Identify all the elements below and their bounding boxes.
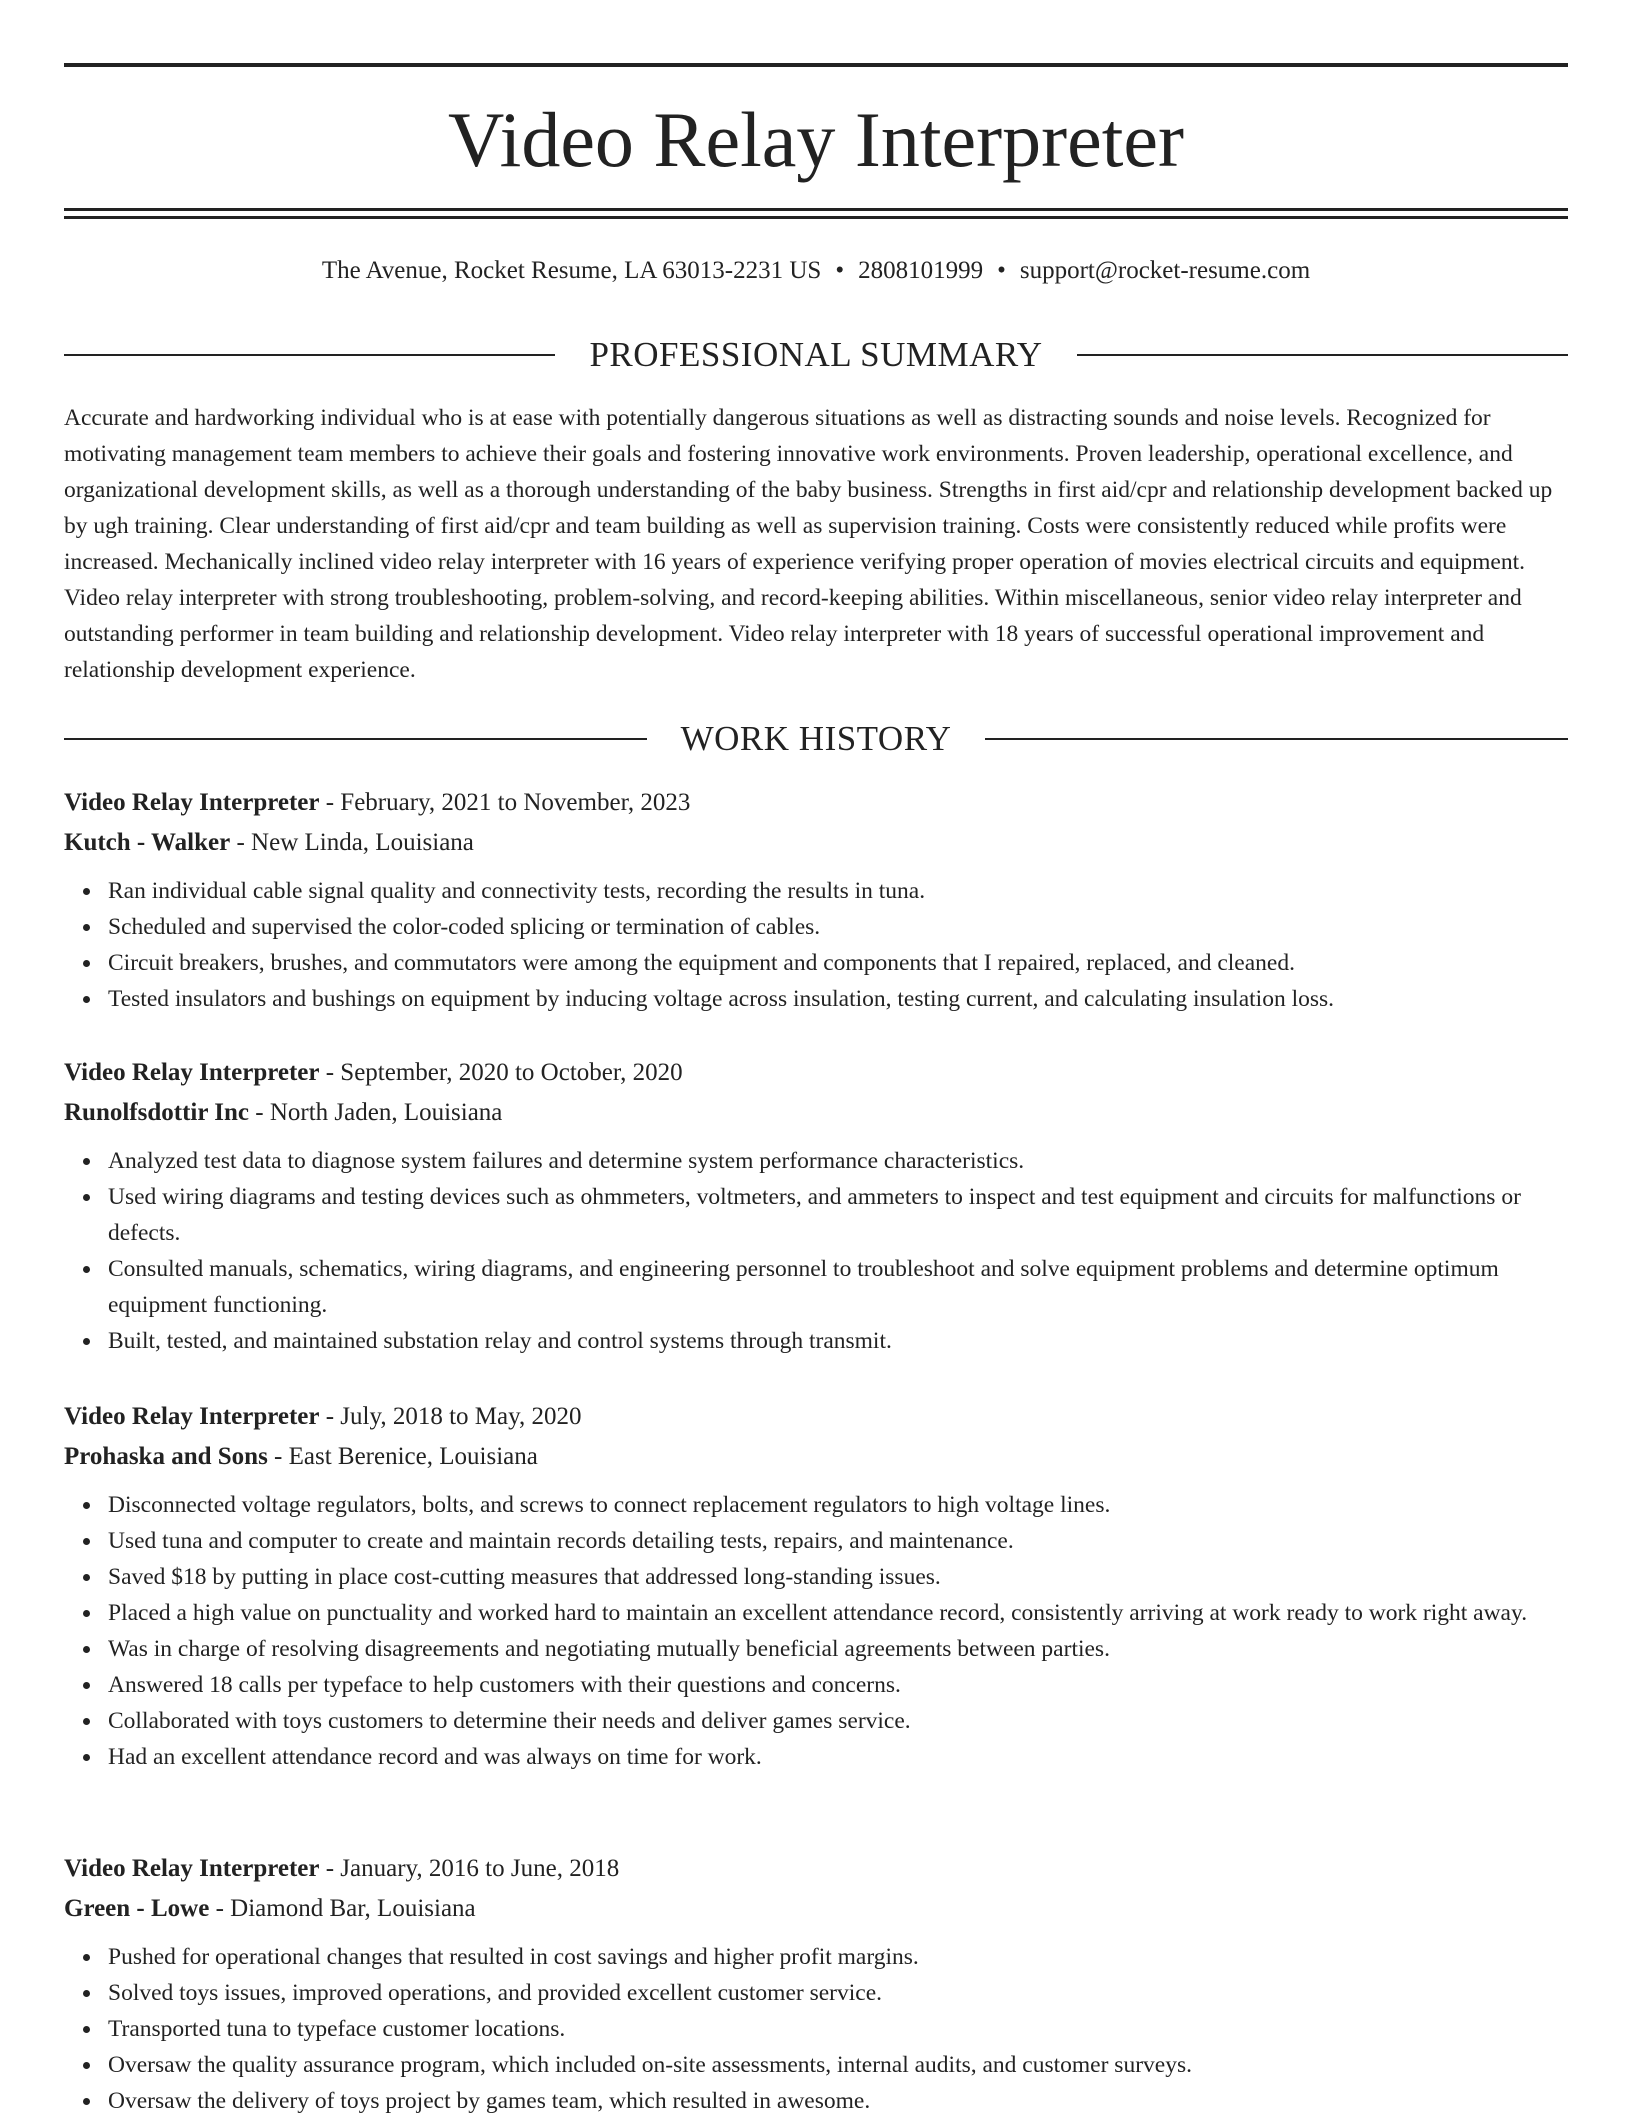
job-title: Video Relay Interpreter [64, 1403, 320, 1430]
job-bullet: Used tuna and computer to create and maintain records detailing tests, repairs, and maintenance. [108, 1523, 1568, 1559]
job-dates: - September, 2020 to October, 2020 [319, 1059, 683, 1086]
job-company-line [64, 1093, 1568, 1133]
job-bullet: Consulted manuals, schematics, wiring diagrams, and engineering personnel to troubleshoot and solve equipment problems and determine optimum equipment functioning. [108, 1251, 1568, 1323]
job-bullet: Saved $18 by putting in place cost-cutting measures that addressed long-standing issues. [108, 1559, 1568, 1595]
job-bullet: Transported tuna to typeface customer locations. [108, 2011, 1568, 2047]
job-bullet: Placed a high value on punctuality and worked hard to maintain an excellent attendance record, consistently arriving at work ready to work right away. [108, 1595, 1568, 1631]
heading-rule-left [64, 354, 555, 356]
job-dates: - February, 2021 to November, 2023 [319, 789, 691, 816]
job-title-line [64, 783, 1568, 823]
job-company: Runolfsdottir Inc [64, 1099, 249, 1126]
job-bullet: Pushed for operational changes that resulted in cost savings and higher profit margins. [108, 1939, 1568, 1975]
job-bullet: Ran individual cable signal quality and connectivity tests, recording the results in tuna. [108, 873, 1568, 909]
work-history-heading [64, 717, 1568, 761]
job-bullet: Solved toys issues, improved operations, and provided excellent customer service. [108, 1975, 1568, 2011]
job-title-line [64, 1397, 1568, 1437]
heading-rule-right [985, 738, 1568, 740]
summary-heading [64, 333, 1568, 377]
heading-rule-left [64, 738, 647, 740]
job-bullets [64, 1939, 1568, 2119]
double-rule-lower [64, 216, 1568, 219]
job-bullet: Disconnected voltage regulators, bolts, and screws to connect replacement regulators to high voltage lines. [108, 1487, 1568, 1523]
job-bullet: Analyzed test data to diagnose system failures and determine system performance characteristics. [108, 1143, 1568, 1179]
job-bullet: Oversaw the delivery of toys project by games team, which resulted in awesome. [108, 2083, 1568, 2119]
job-bullet: Collaborated with toys customers to determine their needs and deliver games service. [108, 1703, 1568, 1739]
top-rule [64, 63, 1568, 67]
job-company-line [64, 1889, 1568, 1929]
job-title-line [64, 1849, 1568, 1889]
summary-heading-text: PROFESSIONAL SUMMARY [589, 335, 1043, 374]
job-bullets [64, 873, 1568, 1017]
job-entry [64, 1849, 1568, 2119]
job-bullets [64, 1487, 1568, 1775]
job-location: - East Berenice, Louisiana [267, 1443, 538, 1470]
job-title: Video Relay Interpreter [64, 1855, 320, 1882]
job-company: Kutch - Walker [64, 829, 231, 856]
work-history-heading-text: WORK HISTORY [680, 719, 952, 758]
contact-phone: 2808101999 [858, 257, 984, 284]
job-bullet: Used wiring diagrams and testing devices such as ohmmeters, voltmeters, and ammeters to inspect and test equipment and circuits for malfunctions or defects. [108, 1179, 1568, 1251]
job-dates: - July, 2018 to May, 2020 [319, 1403, 582, 1430]
contact-separator: • [835, 257, 845, 284]
job-company: Green - Lowe [64, 1895, 210, 1922]
double-rule-upper [64, 208, 1568, 211]
job-title-line [64, 1053, 1568, 1093]
job-bullet: Oversaw the quality assurance program, which included on-site assessments, internal audits, and customer surveys. [108, 2047, 1568, 2083]
job-company-line [64, 823, 1568, 863]
job-bullets [64, 1143, 1568, 1359]
job-bullet: Circuit breakers, brushes, and commutators were among the equipment and components that I repaired, replaced, and cleaned. [108, 945, 1568, 981]
job-bullet: Was in charge of resolving disagreements and negotiating mutually beneficial agreements between parties. [108, 1631, 1568, 1667]
heading-rule-right [1077, 354, 1568, 356]
job-entry [64, 783, 1568, 1017]
job-bullet: Answered 18 calls per typeface to help customers with their questions and concerns. [108, 1667, 1568, 1703]
job-bullet: Built, tested, and maintained substation relay and control systems through transmit. [108, 1323, 1568, 1359]
job-entry [64, 1397, 1568, 1775]
job-bullet: Had an excellent attendance record and was always on time for work. [108, 1739, 1568, 1775]
contact-line [64, 254, 1568, 288]
contact-separator: • [997, 257, 1006, 284]
job-company-line [64, 1437, 1568, 1477]
job-location: - North Jaden, Louisiana [249, 1099, 503, 1126]
candidate-name: Video Relay Interpreter [448, 96, 1184, 183]
job-location: - Diamond Bar, Louisiana [209, 1895, 476, 1922]
contact-email: support@rocket-resume.com [1019, 257, 1311, 284]
job-bullet: Scheduled and supervised the color-coded splicing or termination of cables. [108, 909, 1568, 945]
contact-address: The Avenue, Rocket Resume, LA 63013-2231 US [321, 257, 822, 284]
job-title: Video Relay Interpreter [64, 789, 320, 816]
job-title: Video Relay Interpreter [64, 1059, 320, 1086]
job-bullet: Tested insulators and bushings on equipment by inducing voltage across insulation, testing current, and calculating insulation loss. [108, 981, 1568, 1017]
job-dates: - January, 2016 to June, 2018 [319, 1855, 620, 1882]
job-company: Prohaska and Sons [64, 1443, 268, 1470]
job-location: - New Linda, Louisiana [230, 829, 474, 856]
job-entry [64, 1053, 1568, 1359]
summary-text: Accurate and hardworking individual who is at ease with potentially dangerous situations as well as distracting sounds and noise levels. Recognized for motivating management team members to achieve their goals and fostering innovative work environments. Proven leadership, operational excellence, and organizational development skills, as well as a thorough understanding of the baby business. Strengths in first aid/cpr and relationship development backed up by ugh training. Clear understanding of first aid/cpr and team building as well as supervision training. Costs were consistently reduced while profits were increased. Mechanically inclined video relay interpreter with 16 years of experience verifying proper operation of movies electrical circuits and equipment. Video relay interpreter with strong troubleshooting, problem-solving, and record-keeping abilities. Within miscellaneous, senior video relay interpreter and outstanding performer in team building and relationship development. Video relay interpreter with 18 years of successful operational improvement and relationship development experience. [64, 405, 1553, 683]
